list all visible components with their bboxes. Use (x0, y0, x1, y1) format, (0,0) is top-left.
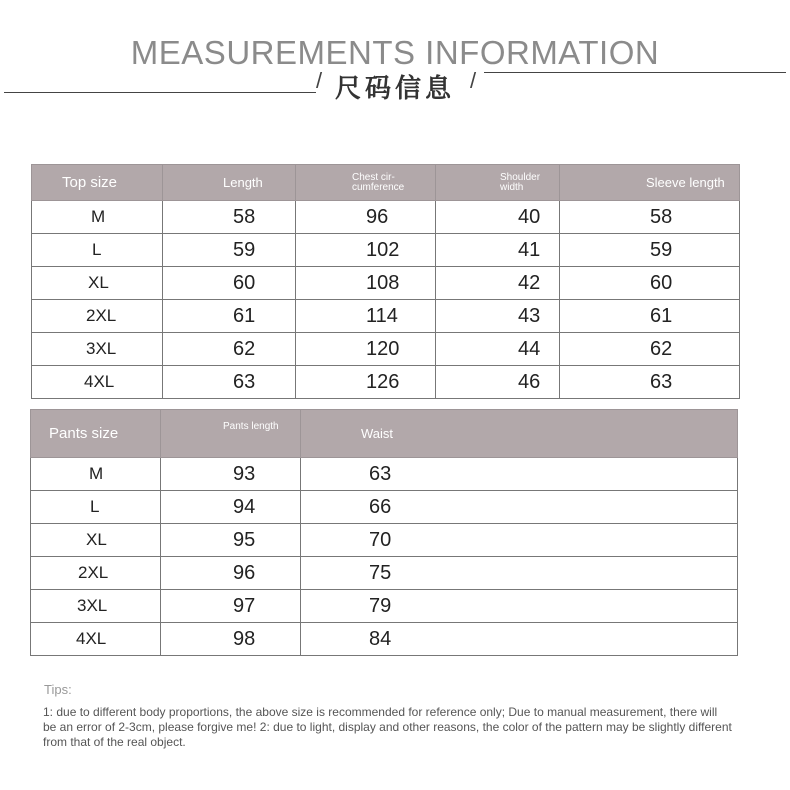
length-cell: 63 (163, 366, 296, 399)
sleeve-cell: 63 (560, 366, 740, 399)
table-row (32, 267, 740, 300)
length-cell: 60 (163, 267, 296, 300)
shoulder-cell: 46 (436, 366, 560, 399)
pants-table-header-row (31, 410, 738, 458)
pants-length-cell: 95 (161, 524, 301, 557)
header-length: Length (163, 165, 296, 201)
waist-cell: 84 (301, 623, 738, 656)
length-cell: 61 (163, 300, 296, 333)
chest-cell: 96 (296, 201, 436, 234)
chest-cell: 108 (296, 267, 436, 300)
size-cell: 4XL (32, 366, 163, 399)
sleeve-cell: 58 (560, 201, 740, 234)
size-cell: 2XL (32, 300, 163, 333)
pants-length-cell: 97 (161, 590, 301, 623)
table-row (31, 623, 738, 656)
shoulder-cell: 40 (436, 201, 560, 234)
header-pants-length: Pants length (161, 410, 301, 458)
header-sleeve: Sleeve length (560, 165, 740, 201)
sleeve-cell: 62 (560, 333, 740, 366)
header-top-size: Top size (32, 165, 163, 201)
table-row (31, 557, 738, 590)
size-cell: 2XL (31, 557, 161, 590)
size-cell: L (32, 234, 163, 267)
header-pants-size: Pants size (31, 410, 161, 458)
top-size-table (31, 164, 740, 399)
table-row (32, 234, 740, 267)
sleeve-cell: 60 (560, 267, 740, 300)
size-cell: XL (31, 524, 161, 557)
table-row (32, 366, 740, 399)
table-row (32, 333, 740, 366)
shoulder-cell: 41 (436, 234, 560, 267)
waist-cell: 75 (301, 557, 738, 590)
waist-cell: 66 (301, 491, 738, 524)
tips-label: Tips: (44, 682, 72, 697)
shoulder-cell: 44 (436, 333, 560, 366)
header-chest: Chest cir- cumference (296, 165, 436, 201)
size-cell: M (32, 201, 163, 234)
waist-cell: 63 (301, 458, 738, 491)
table-row (31, 458, 738, 491)
tips-text: 1: due to different body proportions, the above size is recommended for reference only; Due to manual measurement, there will be an error of 2-3cm, please forgive me! 2: due to light, display and other reasons, the color of the pattern may be slightly different from that of the real object. (43, 705, 732, 749)
page-title-cn: 尺码信息 (334, 74, 455, 104)
pants-size-table (30, 409, 738, 656)
table-row (32, 300, 740, 333)
page-title-en: MEASUREMENTS INFORMATION (130, 34, 660, 71)
chest-cell: 102 (296, 234, 436, 267)
table-row (31, 524, 738, 557)
table-row (32, 201, 740, 234)
length-cell: 59 (163, 234, 296, 267)
length-cell: 58 (163, 201, 296, 234)
size-cell: 3XL (31, 590, 161, 623)
size-cell: 3XL (32, 333, 163, 366)
slash-right: / (470, 68, 477, 93)
table-row (31, 590, 738, 623)
table-row (31, 491, 738, 524)
chest-cell: 114 (296, 300, 436, 333)
header-shoulder: Shoulder width (436, 165, 560, 201)
length-cell: 62 (163, 333, 296, 366)
pants-length-cell: 94 (161, 491, 301, 524)
sleeve-cell: 59 (560, 234, 740, 267)
waist-cell: 79 (301, 590, 738, 623)
size-cell: M (31, 458, 161, 491)
slash-left: / (316, 68, 323, 93)
header-waist: Waist (301, 410, 738, 458)
sleeve-cell: 61 (560, 300, 740, 333)
waist-cell: 70 (301, 524, 738, 557)
size-cell: L (31, 491, 161, 524)
chest-cell: 120 (296, 333, 436, 366)
shoulder-cell: 42 (436, 267, 560, 300)
size-cell: 4XL (31, 623, 161, 656)
chest-cell: 126 (296, 366, 436, 399)
pants-length-cell: 98 (161, 623, 301, 656)
pants-length-cell: 96 (161, 557, 301, 590)
top-table-header-row (32, 165, 740, 201)
size-cell: XL (32, 267, 163, 300)
pants-length-cell: 93 (161, 458, 301, 491)
shoulder-cell: 43 (436, 300, 560, 333)
